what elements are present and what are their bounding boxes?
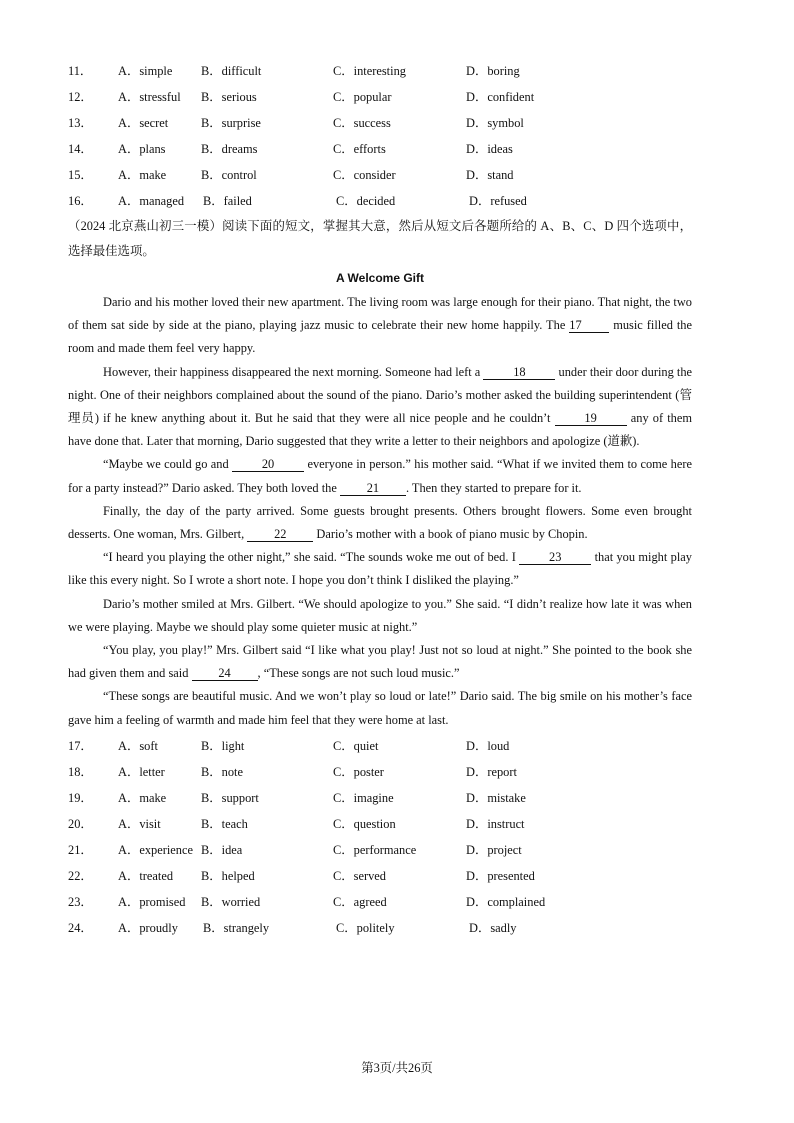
blank-20: 20: [232, 457, 304, 472]
option-d: D．loud: [466, 738, 510, 753]
question-12-options: [68, 84, 692, 110]
passage-title: A Welcome Gift: [335, 271, 424, 285]
paragraph-text: everyone in person.” his mother said. “What if we invited them to come here for a party instead?” Dario asked. They both loved the: [68, 457, 692, 495]
option-a: A．stressful: [118, 90, 181, 104]
blank-17: 17: [569, 318, 609, 333]
option-b: B．idea: [201, 842, 243, 857]
paragraph-text: Finally, the day of the party arrived. Some guests brought presents. Others brought flowers. Some even brought desserts. One woman, Mrs. Gilbert,: [68, 503, 692, 542]
option-c: C．popular: [333, 90, 392, 104]
option-b: B．dreams: [201, 142, 258, 156]
option-d: D．confident: [466, 90, 535, 104]
option-d: D．ideas: [466, 142, 513, 156]
option-d: D．instruct: [466, 816, 525, 831]
question-24-options: [68, 915, 692, 941]
paragraph-text: “These songs are beautiful music. And we won’t play so loud or late!” Dario said. The big smile on his mother’s face gave him a feeling of warmth and made him feel that they were home at last.: [68, 689, 692, 727]
question-number: 13．: [68, 116, 93, 130]
blank-18: 18: [483, 365, 555, 380]
option-d: D．stand: [466, 168, 514, 182]
option-d: D．sadly: [469, 920, 517, 935]
option-a: A．secret: [118, 116, 169, 130]
option-a: A．make: [118, 168, 167, 182]
option-d: D．project: [466, 842, 522, 857]
question-number: 12．: [68, 90, 93, 104]
question-number: 20．: [68, 816, 93, 831]
option-c: C．interesting: [333, 64, 406, 78]
option-d: D．presented: [466, 868, 535, 883]
paragraph-4: [68, 500, 692, 546]
question-number: 19．: [68, 790, 93, 805]
option-b: B．worried: [201, 894, 261, 909]
paragraph-6: [68, 593, 692, 639]
option-d: D．symbol: [466, 116, 524, 130]
paragraph-text: , “These songs are not such loud music.”: [257, 666, 460, 681]
paragraph-text: “Maybe we could go and: [103, 457, 233, 472]
paragraph-3: [68, 453, 692, 499]
question-23-options: [68, 889, 692, 915]
option-a: A．promised: [118, 894, 186, 909]
option-c: C．decided: [336, 194, 396, 208]
option-a: A．managed: [118, 194, 185, 208]
question-19-options: [68, 785, 692, 811]
option-a: A．experience: [118, 842, 193, 857]
question-number: 16．: [68, 194, 93, 208]
blank-22: 22: [247, 527, 313, 542]
paragraph-7: [68, 639, 692, 685]
option-c: C．quiet: [333, 738, 379, 753]
page-content: [68, 58, 692, 941]
paragraph-text: that you might play like this every night. So I wrote a short note. I hope you don’t think I disliked the playing.”: [68, 550, 692, 588]
option-b: B．surprise: [201, 116, 261, 130]
paragraph-2: [68, 361, 692, 454]
paragraph-text: “I heard you playing the other night,” she said. “The sounds woke me out of bed. I: [103, 550, 520, 565]
question-20-options: [68, 811, 692, 837]
paragraph-text: music filled the room and made them feel very happy.: [68, 318, 692, 356]
option-b: B．light: [201, 738, 245, 753]
option-d: D．refused: [469, 194, 527, 208]
paragraph-text: . Then they started to prepare for it.: [405, 480, 582, 495]
question-18-options: [68, 759, 692, 785]
option-c: C．success: [333, 116, 391, 130]
page-footer: 第3页/共26页: [361, 1061, 433, 1075]
question-22-options: [68, 863, 692, 889]
option-c: C．imagine: [333, 790, 394, 805]
question-number: 24．: [68, 920, 93, 935]
option-d: D．mistake: [466, 790, 526, 805]
option-a: A．soft: [118, 738, 158, 753]
question-11-options: [68, 58, 692, 84]
paragraph-5: [68, 546, 692, 592]
question-16-options: [68, 188, 692, 214]
option-a: A．visit: [118, 816, 161, 831]
question-number: 21．: [68, 842, 93, 857]
option-b: B．teach: [201, 816, 248, 831]
paragraph-text: “You play, you play!” Mrs. Gilbert said “I like what you play! Just not so loud at night.” She pointed to the book she had given them and said: [68, 643, 692, 681]
question-number: 11．: [68, 64, 93, 78]
option-b: B．note: [201, 764, 243, 779]
option-c: C．question: [333, 816, 396, 831]
question-number: 23．: [68, 894, 93, 909]
option-c: C．served: [333, 868, 386, 883]
option-b: B．support: [201, 790, 259, 805]
option-c: C．consider: [333, 168, 396, 182]
option-a: A．make: [118, 790, 167, 805]
option-b: B．control: [201, 168, 257, 182]
option-a: A．simple: [118, 64, 173, 78]
question-14-options: [68, 136, 692, 162]
question-number: 14．: [68, 142, 93, 156]
question-number: 15．: [68, 168, 93, 182]
passage: [68, 291, 692, 732]
question-17-options: [68, 733, 692, 759]
paragraph-text: under their door during the night. One of their neighbors complained about the sound of the piano. Dario’s mother asked the building superintendent (管理员) if he knew anything about it. But he said that they were all nice people and he couldn’t: [68, 364, 693, 426]
question-15-options: [68, 162, 692, 188]
question-number: 17．: [68, 738, 93, 753]
question-13-options: [68, 110, 692, 136]
option-d: D．report: [466, 764, 517, 779]
section-instruction: （2024 北京燕山初三一模）阅读下面的短文，掌握其大意，然后从短文后各题所给的 A、B、C、D 四个选项中，选择最佳选项。: [68, 219, 692, 258]
option-c: C．politely: [336, 920, 395, 935]
question-number: 22．: [68, 868, 93, 883]
option-b: B．failed: [203, 194, 252, 208]
option-c: C．performance: [333, 842, 417, 857]
paragraph-text: Dario’s mother smiled at Mrs. Gilbert. “We should apologize to you.” She said. “I didn’t realize how late it was when we were playing. Maybe we should play some quieter music at night.”: [68, 596, 692, 634]
question-21-options: [68, 837, 692, 863]
blank-19: 19: [555, 411, 627, 426]
blank-24: 24: [192, 666, 258, 681]
blank-21: 21: [340, 481, 406, 496]
option-a: A．treated: [118, 868, 174, 883]
paragraph-8: [68, 685, 692, 731]
option-list-11-16: [68, 58, 692, 214]
option-a: A．plans: [118, 142, 166, 156]
option-b: B．difficult: [201, 64, 262, 78]
blank-23: 23: [519, 550, 591, 565]
option-b: B．serious: [201, 90, 257, 104]
option-c: C．poster: [333, 764, 384, 779]
option-a: A．letter: [118, 764, 165, 779]
option-list-17-24: [68, 733, 692, 941]
option-c: C．agreed: [333, 894, 387, 909]
question-number: 18．: [68, 764, 93, 779]
option-d: D．boring: [466, 64, 520, 78]
paragraph-text: Dario’s mother with a book of piano music by Chopin.: [313, 527, 588, 542]
option-c: C．efforts: [333, 142, 386, 156]
paragraph-text: any of them have done that. Later that morning, Dario suggested that they write a letter to their neighbors and apologize (道歉).: [68, 411, 692, 449]
option-b: B．helped: [201, 868, 255, 883]
option-b: B．strangely: [203, 920, 270, 935]
option-d: D．complained: [466, 894, 546, 909]
paragraph-text: Dario and his mother loved their new apartment. The living room was large enough for their piano. That night, the two of them sat side by side at the piano, playing jazz music to celebrate their new home happily. The: [68, 295, 692, 333]
paragraph-1: [68, 291, 692, 361]
option-a: A．proudly: [118, 920, 178, 935]
paragraph-text: However, their happiness disappeared the next morning. Someone had left a: [103, 364, 484, 379]
